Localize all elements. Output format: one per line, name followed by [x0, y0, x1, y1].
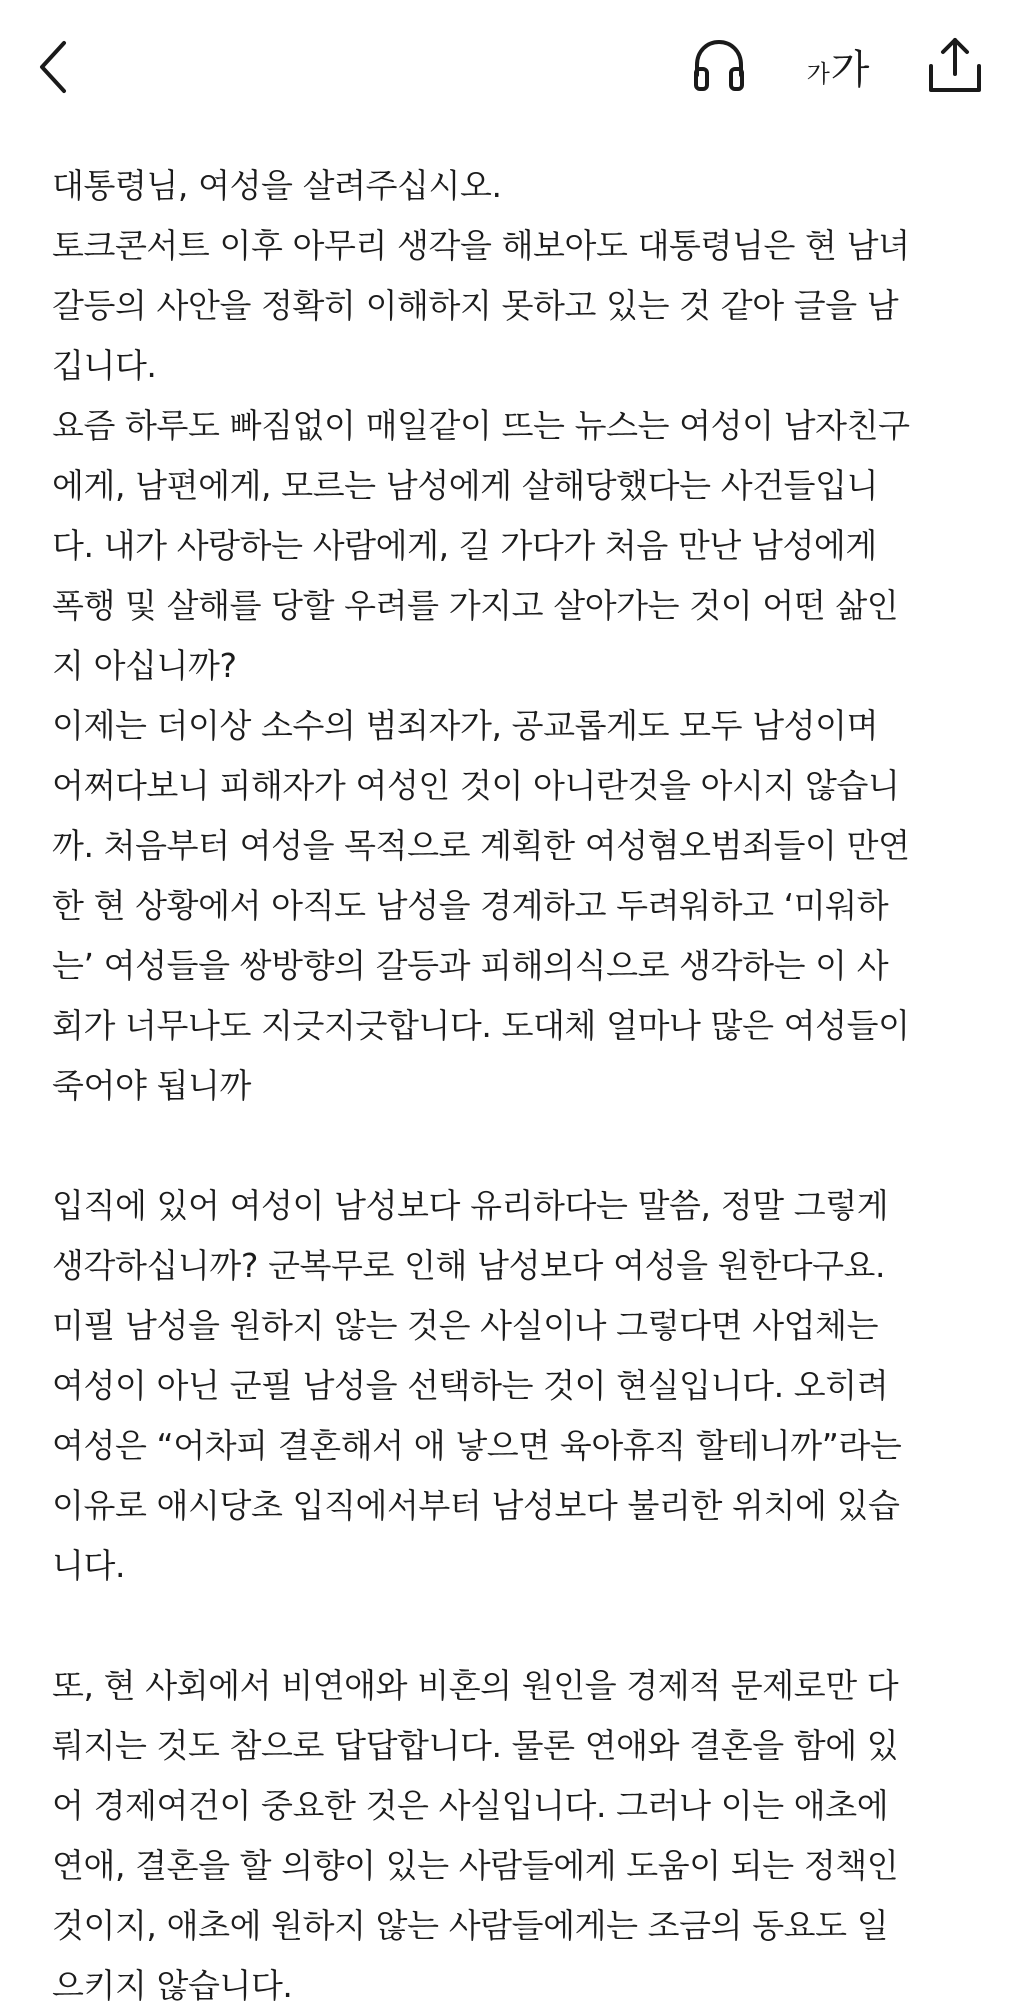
back-button[interactable]: [28, 32, 78, 102]
font-size-small-glyph: 가: [806, 60, 830, 88]
headphones-icon: [691, 37, 747, 93]
article-paragraph: 또, 현 사회에서 비연애와 비혼의 원인을 경제적 문제로만 다 뤄지는 것도 참으로 답답합니다. 물론 연애와 결혼을 함에 있 어 경제여건이 중요한 것은 사실입니다. 그러나 이는 애초에 연애, 결혼을 할 의향이 있는 사람들에게 도움이 되는 정책인 것이지, 애초에 원하지 않는 사람들에게는 조금의 동요도 일 으키지 않습니다.: [52, 1666, 899, 2005]
audio-button[interactable]: [688, 34, 750, 96]
chevron-left-icon: [38, 40, 68, 94]
font-size-large-glyph: 가: [830, 47, 870, 93]
share-icon: [927, 36, 983, 94]
paragraph-spacer: [52, 1116, 982, 1176]
paragraph-spacer: [52, 1596, 982, 1656]
article-paragraph: 요즘 하루도 빠짐없이 매일같이 뜨는 뉴스는 여성이 남자친구 에게, 남편에게, 모르는 남성에게 살해당했다는 사건들입니 다. 내가 사랑하는 사람에게, 길 가다가 처음 만난 남성에게 폭행 및 살해를 당할 우려를 가지고 살아가는 것이 어떤 삶인 지 아십니까?: [52, 406, 910, 685]
top-toolbar: [0, 0, 1024, 140]
article-body: [52, 156, 982, 2016]
article-paragraph: 토크콘서트 이후 아무리 생각을 해보아도 대통령님은 현 남녀 갈등의 사안을 정확히 이해하지 못하고 있는 것 같아 글을 남 깁니다.: [52, 226, 910, 385]
article-paragraph: 입직에 있어 여성이 남성보다 유리하다는 말씀, 정말 그렇게 생각하십니까? 군복무로 인해 남성보다 여성을 원한다구요. 미필 남성을 원하지 않는 것은 사실이나 그렇다면 사업체는 여성이 아닌 군필 남성을 선택하는 것이 현실입니다. 오히려 여성은 “어차피 결혼해서 애 낳으면 육아휴직 할테니까”라는 이유로 애시당초 입직에서부터 남성보다 불리한 위치에 있습 니다.: [52, 1186, 902, 1585]
article-paragraph: 이제는 더이상 소수의 범죄자가, 공교롭게도 모두 남성이며 어쩌다보니 피해자가 여성인 것이 아니란것을 아시지 않습니 까. 처음부터 여성을 목적으로 계획한 여성혐오범죄들이 만연 한 현 상황에서 아직도 남성을 경계하고 두려워하고 ‘미워하 는’ 여성들을 쌍방향의 갈등과 피해의식으로 생각하는 이 사 회가 너무나도 지긋지긋합니다. 도대체 얼마나 많은 여성들이 죽어야 됩니까: [52, 706, 910, 1105]
article-paragraph: 대통령님, 여성을 살려주십시오.: [52, 166, 502, 205]
font-size-button[interactable]: [798, 30, 878, 100]
share-button[interactable]: [924, 34, 986, 96]
